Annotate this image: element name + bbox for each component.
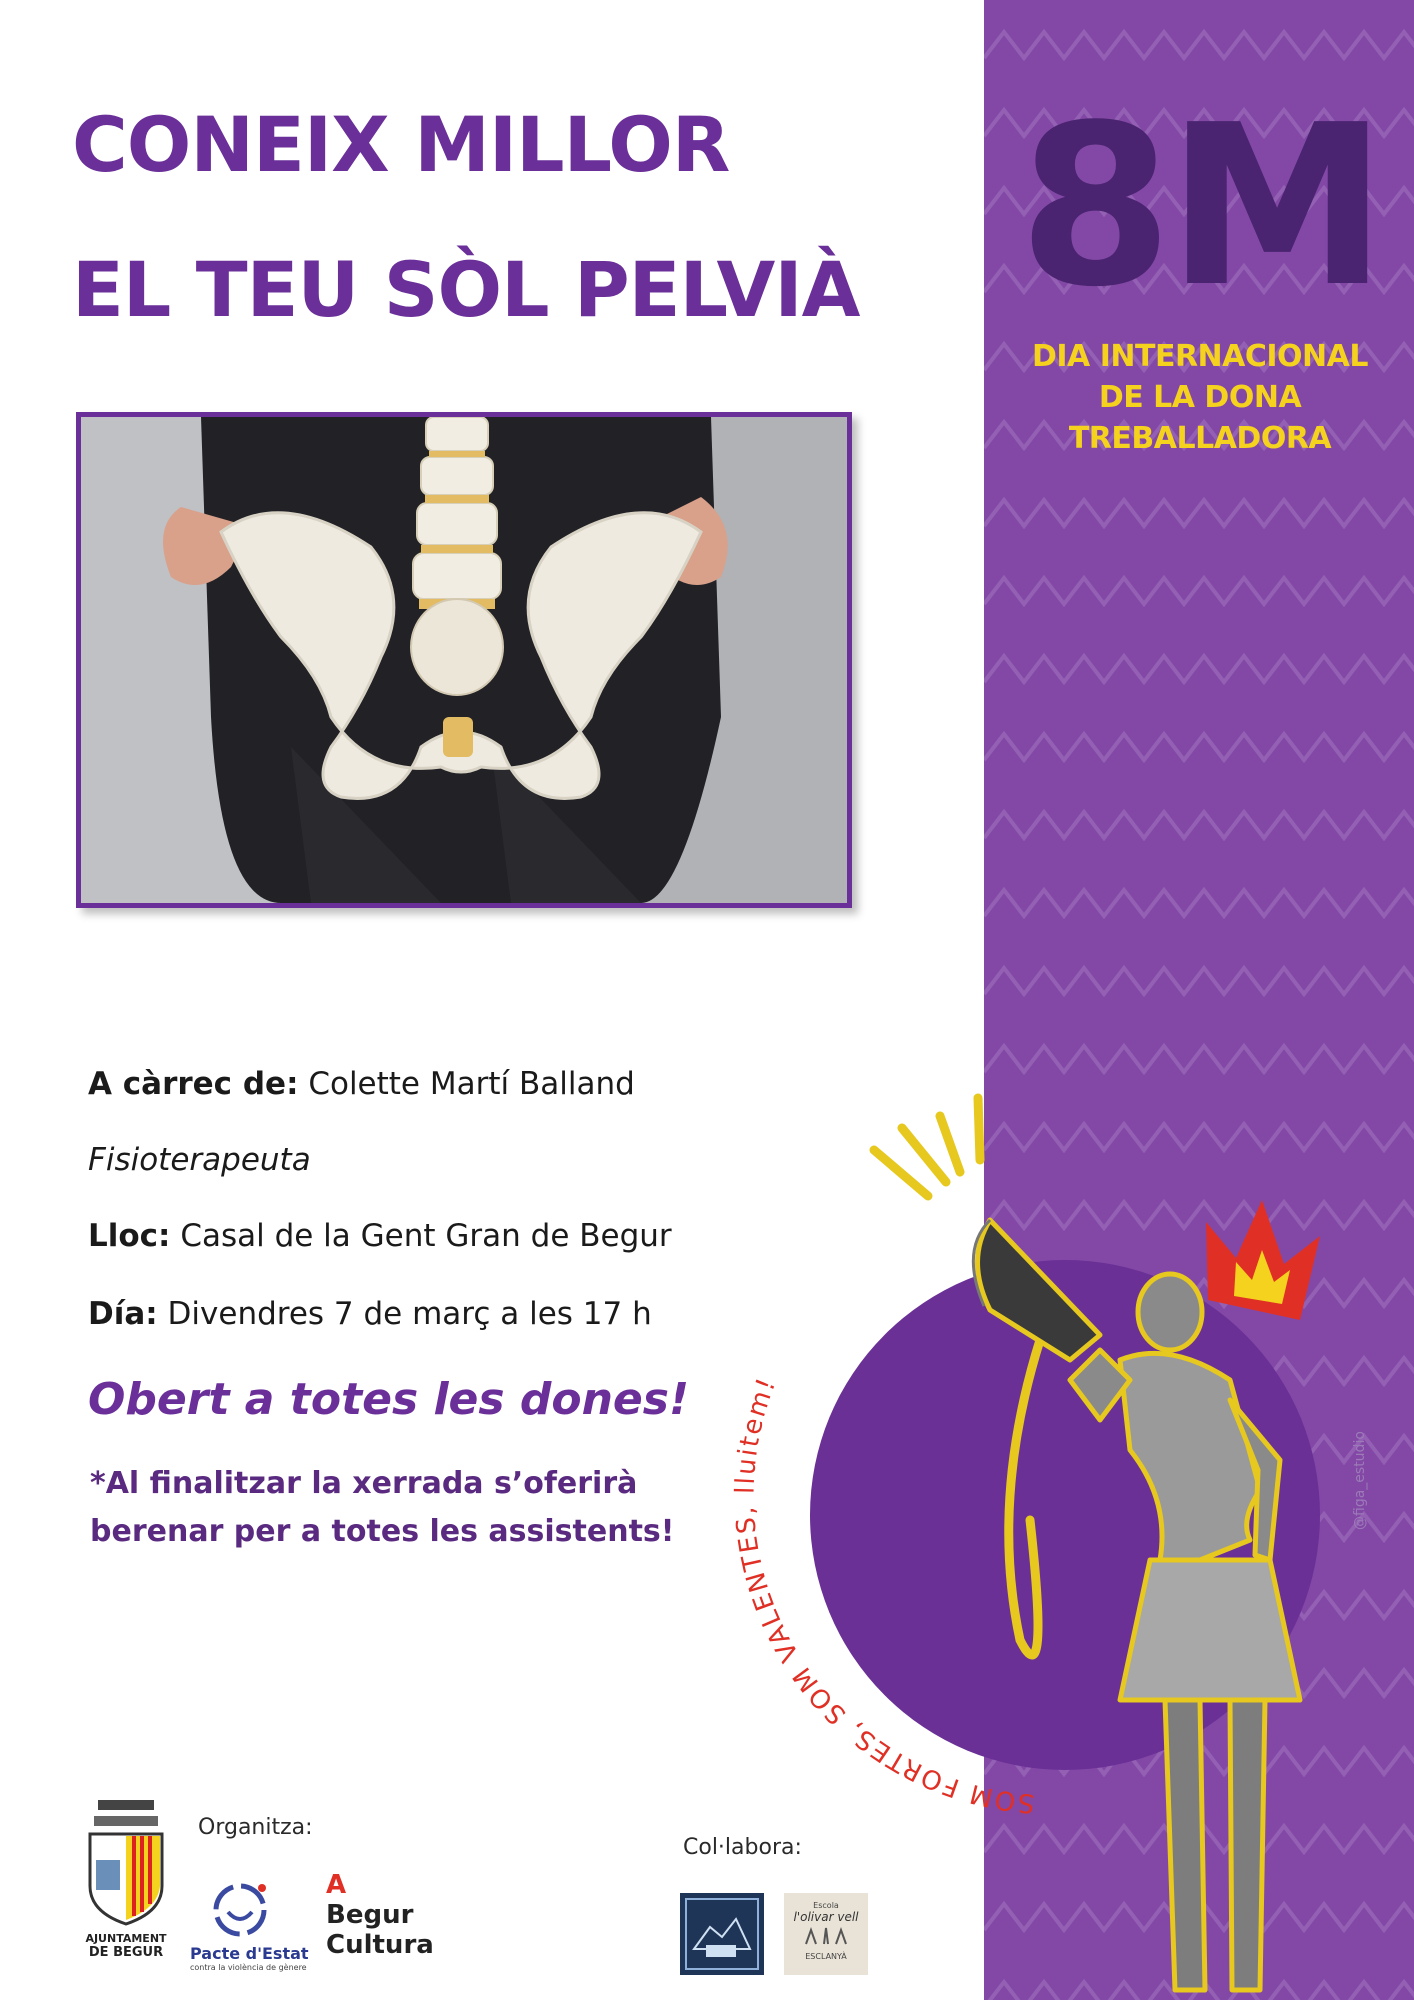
speaker-name: Colette Martí Balland	[308, 1066, 635, 1102]
note-line: *Al finalitzar la xerrada s’oferirà	[90, 1466, 638, 1501]
designer-credit: @figa_estudio	[1352, 1431, 1368, 1530]
date-value: Divendres 7 de març a les 17 h	[167, 1296, 652, 1332]
ajuntament-name-2: DE BEGUR	[88, 1945, 164, 1960]
speaker-profession: Fisioterapeuta	[88, 1142, 311, 1178]
escola-name: l'olivar vell	[793, 1910, 859, 1924]
escola-olivar-vell-logo	[784, 1893, 868, 1975]
escola-label: Escola	[813, 1901, 839, 1910]
slogan-path: SOM FORTES, SOM VALENTES, lluitem!	[730, 1372, 1036, 1819]
8m-heading: 8M	[1018, 78, 1382, 336]
place-value: Casal de la Gent Gran de Begur	[180, 1218, 672, 1254]
ajuntament-name-1: AJUNTAMENT	[85, 1932, 167, 1945]
pacte-name: Pacte d'Estat	[190, 1944, 309, 1963]
shout-lines-icon	[874, 1098, 1040, 1655]
woman-figure	[973, 1220, 1300, 1990]
abegur-begur: Begur	[326, 1900, 414, 1930]
collaborator-label: Col·labora:	[683, 1835, 802, 1860]
subtitle-line: DE LA DONA	[1098, 380, 1302, 415]
subtitle-line: TREBALLADORA	[1068, 421, 1332, 456]
note-line: berenar per a totes les assistents!	[90, 1514, 675, 1549]
abegur-a: A	[326, 1870, 347, 1900]
pacte-estat-logo	[190, 1880, 310, 1975]
organizer-label: Organitza:	[198, 1815, 313, 1840]
speaker-label: A càrrec de:	[88, 1066, 299, 1102]
subtitle-line: DIA INTERNACIONAL	[1031, 339, 1368, 374]
escola-place: ESCLANYÀ	[805, 1952, 847, 1961]
title-line-1: CONEIX MILLOR	[72, 100, 730, 189]
slogan-text	[731, 1372, 1036, 1818]
title-line-2: EL TEU SÒL PELVIÀ	[72, 245, 860, 334]
place-label: Lloc:	[88, 1218, 171, 1254]
open-to-all-text: Obert a totes les dones!	[88, 1374, 690, 1425]
collaborator-logo-1	[680, 1893, 764, 1975]
ajuntament-begur-logo	[72, 1800, 180, 1970]
abegur-cultura-logo	[326, 1870, 446, 1970]
crown-icon	[1206, 1200, 1320, 1320]
abegur-cultura: Cultura	[326, 1930, 434, 1960]
pacte-subtitle: contra la violència de gènere	[190, 1963, 307, 1972]
date-label: Día:	[88, 1296, 158, 1332]
